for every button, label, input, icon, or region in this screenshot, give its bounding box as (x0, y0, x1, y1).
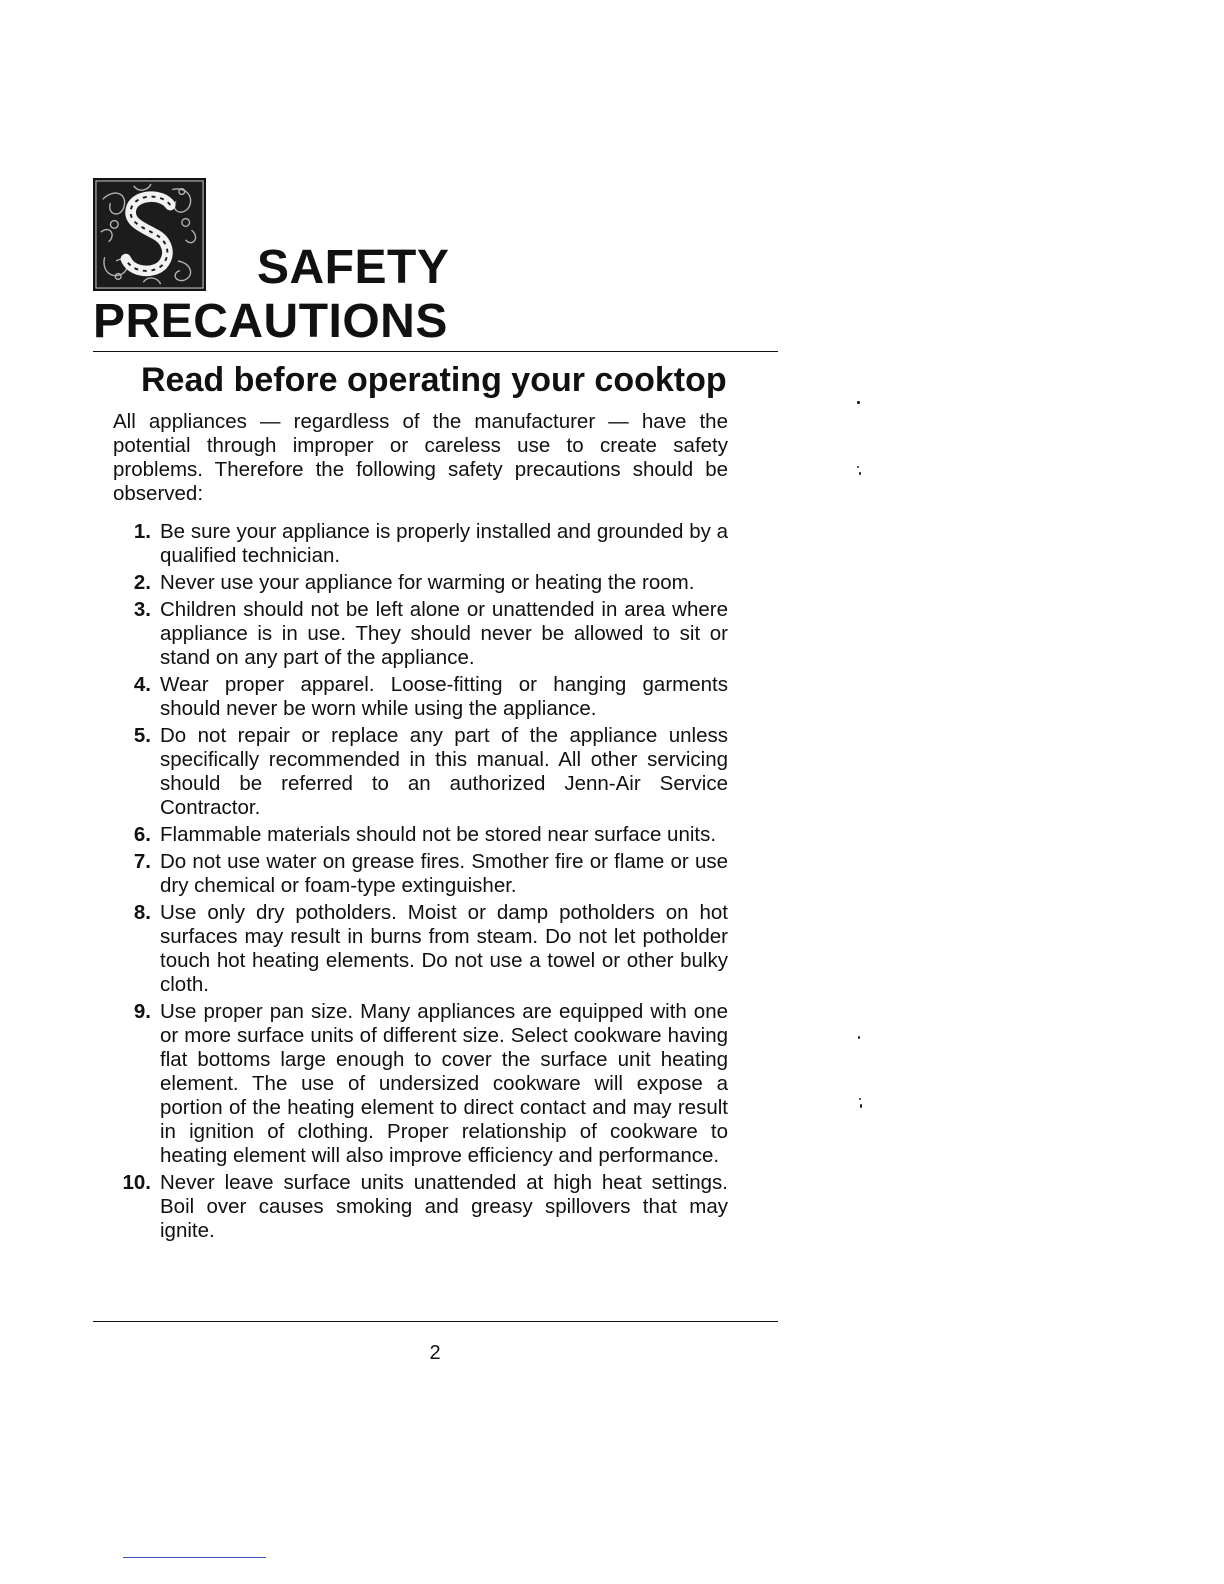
item-text: Use proper pan size. Many appliances are equipped with one or more surface units of different size. Select cookware having flat bottoms large enough to cover the surface unit heating element. The use of undersized cookware will expose a portion of the heating element to direct contact and may result in ignition of clothing. Proper relationship of cookware to heating element will also improve efficiency and performance. (160, 1000, 728, 1167)
item-text: Use only dry potholders. Moist or damp potholders on hot surfaces may result in burns from steam. Do not let potholder touch hot heating elements. Do not use a towel or other bulky cloth. (160, 901, 728, 996)
item-text: Wear proper apparel. Loose-fitting or hanging garments should never be worn while using the appliance. (160, 673, 728, 720)
item-text: Do not use water on grease fires. Smother fire or flame or use dry chemical or foam-type extinguisher. (160, 850, 728, 897)
item-number: 9. (133, 1000, 151, 1023)
item-text: Do not repair or replace any part of the appliance unless specifically recommended in this manual. All other servicing should be referred to an authorized Jenn-Air Service Contractor. (160, 724, 728, 819)
drop-cap-illustration (93, 178, 206, 291)
list-item (113, 598, 728, 670)
item-number: 3. (133, 598, 151, 621)
scan-speck (857, 401, 860, 404)
ornamental-letter-icon (95, 180, 204, 289)
safety-precautions-list (113, 520, 728, 1246)
item-number: 5. (133, 724, 151, 747)
section-subtitle: Read before operating your cooktop (141, 361, 727, 399)
scan-speck (857, 466, 859, 468)
page-number: 2 (429, 1342, 441, 1364)
title-precautions: PRECAUTIONS (93, 295, 448, 348)
header-divider (93, 351, 778, 352)
list-item (113, 1000, 728, 1168)
item-number: 1. (133, 520, 151, 543)
scan-speck (858, 1036, 860, 1039)
item-text: Flammable materials should not be stored near surface units. (160, 823, 717, 846)
list-item (113, 850, 728, 898)
item-text: Never leave surface units unattended at high heat settings. Boil over causes smoking and greasy spillovers that may ignite. (160, 1171, 728, 1242)
scan-edge-line (123, 1557, 266, 1558)
list-item (113, 520, 728, 568)
footer-divider (93, 1321, 778, 1322)
item-text: Children should not be left alone or unattended in area where appliance is in use. They should never be allowed to sit or stand on any part of the appliance. (160, 598, 728, 669)
item-number: 4. (133, 673, 151, 696)
list-item (113, 1171, 728, 1243)
scan-speck (860, 1104, 862, 1108)
title-safety: SAFETY (257, 241, 450, 294)
item-number: 7. (133, 850, 151, 873)
item-number: 8. (133, 901, 151, 924)
intro-paragraph: All appliances — regardless of the manufacturer — have the potential through improper or careless use to create safety problems. Therefore the following safety precautions should be observed: (113, 410, 728, 505)
list-item (113, 724, 728, 820)
item-text: Never use your appliance for warming or heating the room. (160, 571, 695, 594)
scan-speck (859, 472, 861, 475)
list-item (113, 571, 728, 595)
list-item (113, 673, 728, 721)
item-number: 10. (122, 1171, 151, 1194)
scan-speck (859, 1098, 861, 1100)
item-number: 2. (133, 571, 151, 594)
item-number: 6. (133, 823, 151, 846)
list-item (113, 901, 728, 997)
item-text: Be sure your appliance is properly installed and grounded by a qualified technician. (160, 520, 728, 567)
list-item (113, 823, 728, 847)
